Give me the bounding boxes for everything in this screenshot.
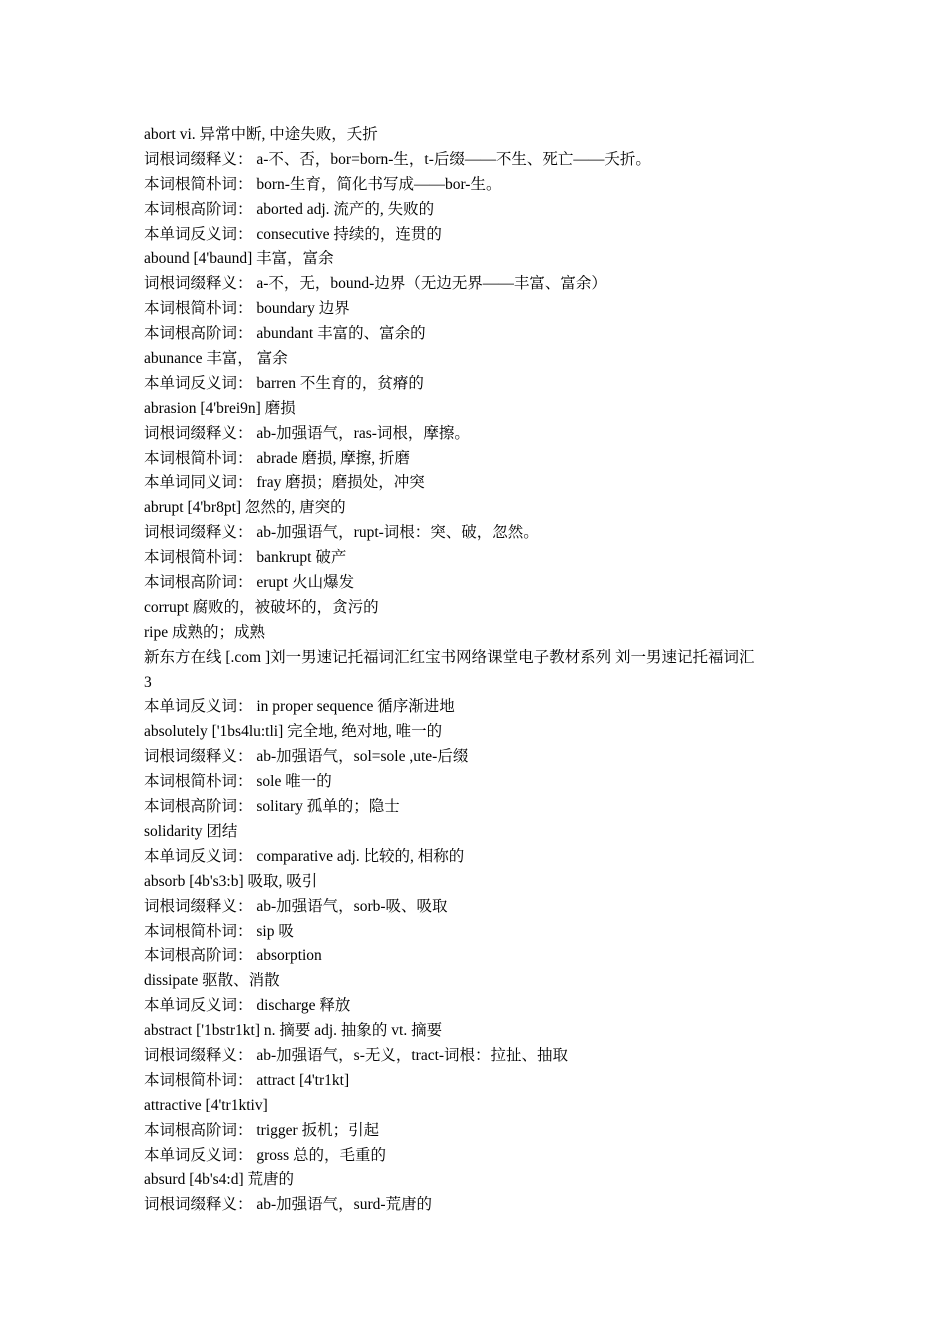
text-line: 词根词缀释义： a-不，无，bound-边界（无边无界——丰富、富余） <box>144 275 607 293</box>
text-line: abstract ['1bstr1kt] n. 摘要 adj. 抽象的 vt. 摘要 <box>144 1022 443 1040</box>
text-line: 本词根简朴词： bankrupt 破产 <box>144 549 347 567</box>
text-line: abunance 丰富， 富余 <box>144 350 288 368</box>
page-number: 3 <box>144 673 152 691</box>
text-line: 词根词缀释义： a-不、否，bor=born-生，t-后缀——不生、死亡——夭折。 <box>144 150 651 168</box>
text-line: corrupt 腐败的，被破坏的，贪污的 <box>144 598 379 616</box>
text-line: absurd [4b's4:d] 荒唐的 <box>144 1171 295 1189</box>
document-page <box>144 123 824 1218</box>
text-line: abound [4'baund] 丰富，富余 <box>144 250 334 268</box>
text-line: abrupt [4'br8pt] 忽然的, 唐突的 <box>144 499 346 517</box>
text-line: 本单词反义词： in proper sequence 循序渐进地 <box>144 698 455 716</box>
text-line: 本词根简朴词： sole 唯一的 <box>144 773 332 791</box>
text-line: 本词根简朴词： abrade 磨损, 摩擦, 折磨 <box>144 449 411 467</box>
text-line: 词根词缀释义： ab-加强语气，surd-荒唐的 <box>144 1196 433 1214</box>
text-line: 本词根高阶词： erupt 火山爆发 <box>144 574 355 592</box>
text-line: 词根词缀释义： ab-加强语气，s-无义，tract-词根：拉扯、抽取 <box>144 1046 569 1064</box>
text-line: ripe 成熟的；成熟 <box>144 623 265 641</box>
text-line: 词根词缀释义： ab-加强语气，rupt-词根：突、破，忽然。 <box>144 524 539 542</box>
text-line: absolutely ['1bs4lu:tli] 完全地, 绝对地, 唯一的 <box>144 723 443 741</box>
text-line: 本单词反义词： consecutive 持续的，连贯的 <box>144 225 442 243</box>
text-line: abort vi. 异常中断, 中途失败，夭折 <box>144 126 378 143</box>
text-line: absorb [4b's3:b] 吸取, 吸引 <box>144 872 318 890</box>
text-line: 本词根高阶词： absorption <box>144 947 322 965</box>
text-line: dissipate 驱散、消散 <box>144 972 280 990</box>
text-line: 本单词反义词： barren 不生育的，贫瘠的 <box>144 374 424 392</box>
text-line: 本词根高阶词： abundant 丰富的、富余的 <box>144 325 426 343</box>
text-line: 本词根高阶词： solitary 孤单的；隐士 <box>144 798 400 816</box>
text-line: 词根词缀释义： ab-加强语气，sorb-吸、吸取 <box>144 897 448 915</box>
header-line: 新东方在线 [.com ]刘一男速记托福词汇红宝书网络课堂电子教材系列 刘一男速记托福词汇 <box>144 648 755 666</box>
text-line: attractive [4'tr1ktiv] <box>144 1096 268 1114</box>
text-line: abrasion [4'brei9n] 磨损 <box>144 399 296 417</box>
text-line: 本单词反义词： gross 总的，毛重的 <box>144 1146 386 1164</box>
text-line: 词根词缀释义： ab-加强语气，sol=sole ,ute-后缀 <box>144 748 469 766</box>
text-line: 本词根简朴词： boundary 边界 <box>144 300 350 318</box>
text-line: 本词根简朴词： sip 吸 <box>144 922 294 940</box>
text-line: solidarity 团结 <box>144 822 238 840</box>
text-line: 词根词缀释义： ab-加强语气，ras-词根，摩擦。 <box>144 424 470 442</box>
text-line: 本词根高阶词： aborted adj. 流产的, 失败的 <box>144 200 435 218</box>
text-line: 本词根高阶词： trigger 扳机；引起 <box>144 1121 380 1139</box>
text-line: 本单词同义词： fray 磨损；磨损处，冲突 <box>144 474 425 492</box>
text-line: 本单词反义词： discharge 释放 <box>144 997 351 1015</box>
text-line: 本词根简朴词： attract [4'tr1kt] <box>144 1071 350 1089</box>
text-line: 本单词反义词： comparative adj. 比较的, 相称的 <box>144 847 465 865</box>
text-line: 本词根简朴词： born-生育，简化书写成——bor-生。 <box>144 175 502 193</box>
